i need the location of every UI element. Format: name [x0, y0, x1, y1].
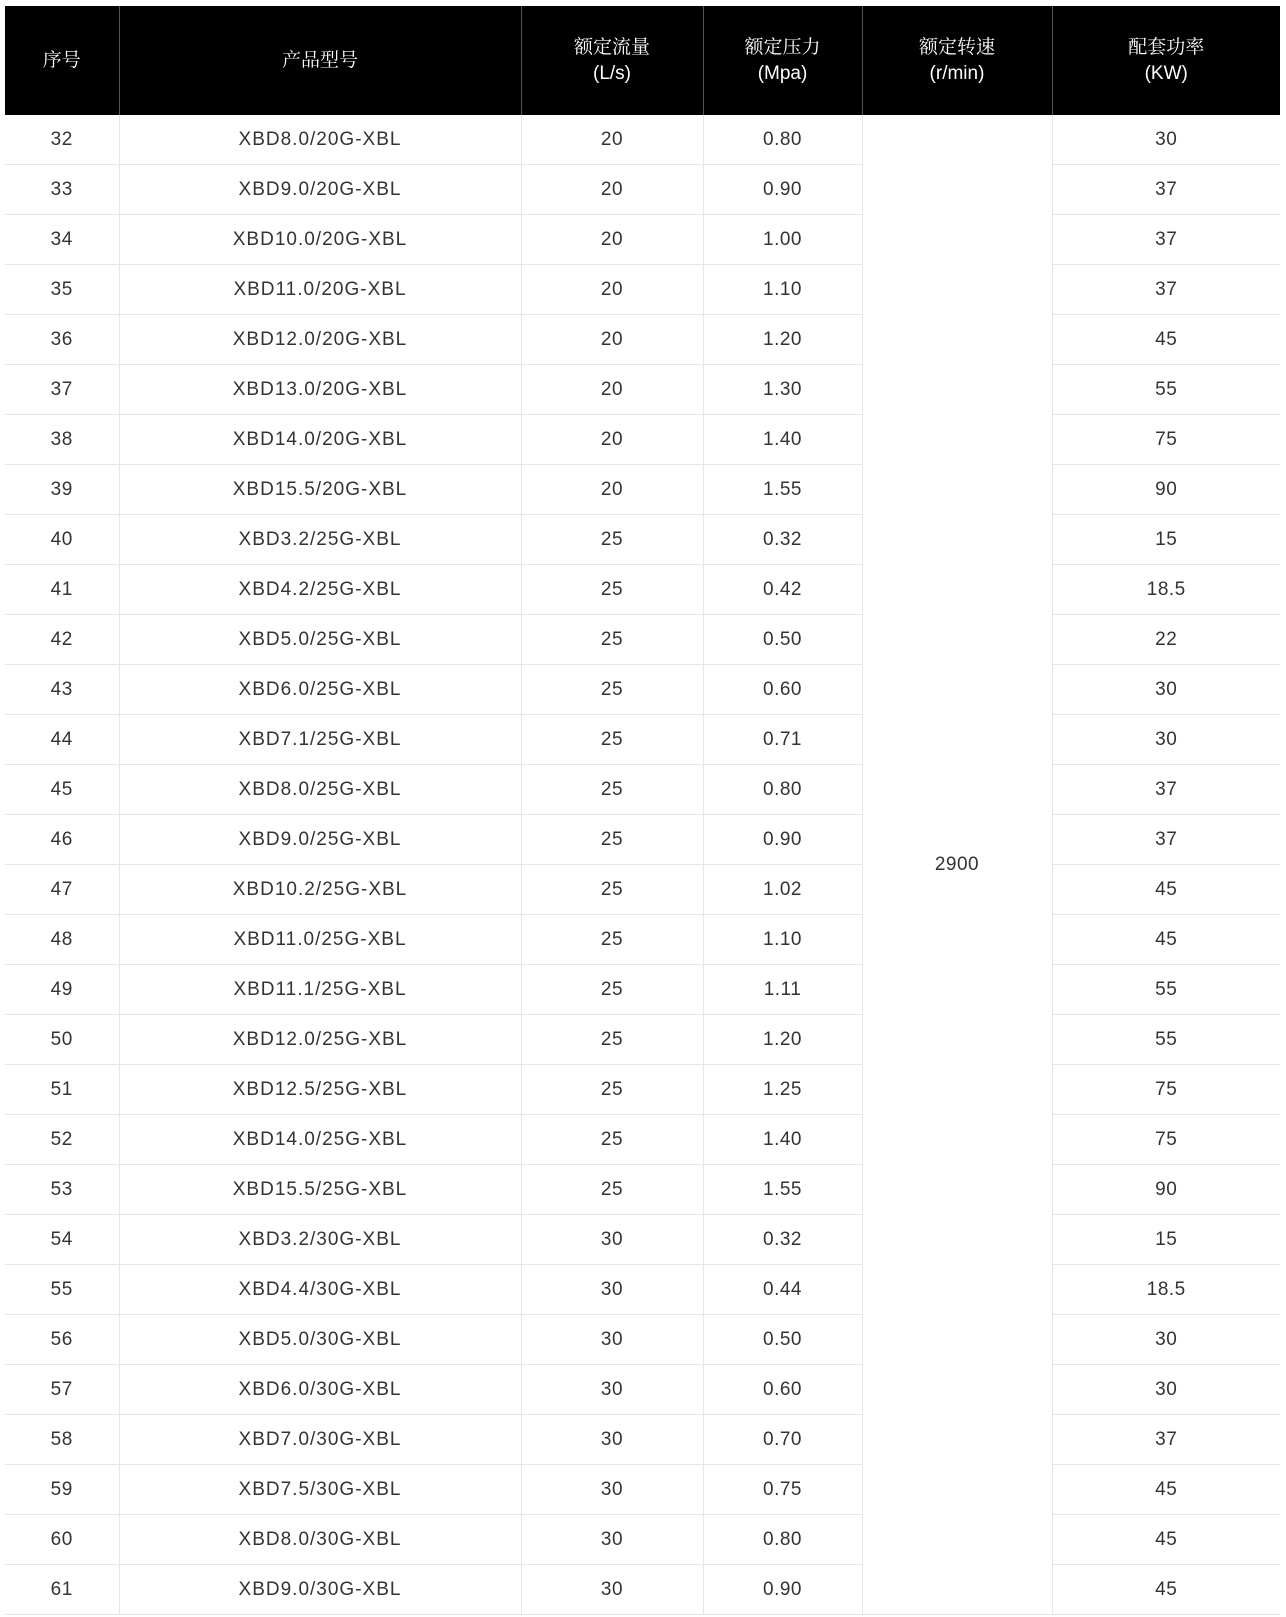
cell-model: XBD12.5/25G-XBL [119, 1065, 521, 1115]
cell-model: XBD9.0/25G-XBL [119, 815, 521, 865]
cell-model: XBD14.0/25G-XBL [119, 1115, 521, 1165]
cell-pressure: 1.11 [703, 965, 862, 1015]
cell-flow: 20 [521, 115, 703, 165]
cell-flow: 25 [521, 515, 703, 565]
cell-no: 61 [5, 1565, 119, 1615]
cell-power: 37 [1052, 215, 1280, 265]
cell-flow: 25 [521, 615, 703, 665]
header-pressure [703, 6, 862, 115]
cell-no: 53 [5, 1165, 119, 1215]
cell-model: XBD10.2/25G-XBL [119, 865, 521, 915]
cell-power: 45 [1052, 865, 1280, 915]
cell-pressure: 0.60 [703, 1365, 862, 1415]
header-speed [862, 6, 1052, 115]
cell-pressure: 1.55 [703, 1165, 862, 1215]
cell-model: XBD8.0/25G-XBL [119, 765, 521, 815]
cell-model: XBD15.5/25G-XBL [119, 1165, 521, 1215]
cell-no: 34 [5, 215, 119, 265]
cell-power: 45 [1052, 915, 1280, 965]
cell-flow: 30 [521, 1415, 703, 1465]
table-body [5, 115, 1280, 1615]
header-model: 产品型号 [119, 6, 521, 115]
table-row [5, 665, 1280, 715]
header-row [5, 6, 1280, 115]
table-row [5, 1415, 1280, 1465]
cell-pressure: 1.25 [703, 1065, 862, 1115]
cell-pressure: 1.40 [703, 415, 862, 465]
cell-model: XBD15.5/20G-XBL [119, 465, 521, 515]
cell-pressure: 1.30 [703, 365, 862, 415]
table-row [5, 515, 1280, 565]
header-power-label: 配套功率 [1128, 36, 1205, 58]
cell-pressure: 0.90 [703, 815, 862, 865]
cell-flow: 20 [521, 365, 703, 415]
cell-no: 55 [5, 1265, 119, 1315]
table-row [5, 115, 1280, 165]
cell-no: 36 [5, 315, 119, 365]
cell-flow: 20 [521, 415, 703, 465]
table-header [5, 6, 1280, 115]
cell-flow: 20 [521, 265, 703, 315]
cell-flow: 30 [521, 1515, 703, 1565]
table-row [5, 1515, 1280, 1565]
cell-flow: 20 [521, 165, 703, 215]
cell-model: XBD11.0/25G-XBL [119, 915, 521, 965]
cell-no: 47 [5, 865, 119, 915]
cell-no: 59 [5, 1465, 119, 1515]
cell-power: 30 [1052, 1365, 1280, 1415]
header-flow-label: 额定流量 [573, 36, 650, 58]
header-pressure-unit: (Mpa) [757, 62, 808, 84]
header-power [1052, 6, 1280, 115]
table-row [5, 315, 1280, 365]
cell-pressure: 0.60 [703, 665, 862, 715]
cell-no: 56 [5, 1315, 119, 1365]
cell-flow: 30 [521, 1365, 703, 1415]
cell-power: 18.5 [1052, 1265, 1280, 1315]
cell-flow: 25 [521, 665, 703, 715]
cell-pressure: 1.00 [703, 215, 862, 265]
table-row [5, 615, 1280, 665]
cell-model: XBD6.0/25G-XBL [119, 665, 521, 715]
cell-pressure: 0.44 [703, 1265, 862, 1315]
table-row [5, 265, 1280, 315]
cell-pressure: 1.10 [703, 915, 862, 965]
table-row [5, 1015, 1280, 1065]
header-no: 序号 [5, 6, 119, 115]
cell-flow: 25 [521, 815, 703, 865]
cell-pressure: 1.20 [703, 1015, 862, 1065]
cell-pressure: 1.02 [703, 865, 862, 915]
cell-model: XBD8.0/30G-XBL [119, 1515, 521, 1565]
cell-power: 75 [1052, 415, 1280, 465]
header-flow-unit: (L/s) [593, 62, 631, 84]
cell-model: XBD12.0/20G-XBL [119, 315, 521, 365]
cell-power: 37 [1052, 815, 1280, 865]
cell-no: 58 [5, 1415, 119, 1465]
cell-power: 30 [1052, 715, 1280, 765]
table-row [5, 1165, 1280, 1215]
cell-flow: 30 [521, 1265, 703, 1315]
cell-no: 32 [5, 115, 119, 165]
table-row [5, 1215, 1280, 1265]
cell-model: XBD4.4/30G-XBL [119, 1265, 521, 1315]
cell-power: 15 [1052, 515, 1280, 565]
cell-flow: 20 [521, 465, 703, 515]
cell-pressure: 0.42 [703, 565, 862, 615]
cell-pressure: 0.80 [703, 1515, 862, 1565]
cell-flow: 25 [521, 1065, 703, 1115]
cell-flow: 30 [521, 1315, 703, 1365]
cell-pressure: 0.71 [703, 715, 862, 765]
cell-model: XBD5.0/30G-XBL [119, 1315, 521, 1365]
cell-model: XBD3.2/25G-XBL [119, 515, 521, 565]
table-row [5, 1265, 1280, 1315]
cell-flow: 25 [521, 915, 703, 965]
table-row [5, 1315, 1280, 1365]
cell-model: XBD6.0/30G-XBL [119, 1365, 521, 1415]
cell-no: 52 [5, 1115, 119, 1165]
table-row [5, 215, 1280, 265]
header-speed-unit: (r/min) [929, 62, 985, 84]
table-row [5, 1115, 1280, 1165]
cell-no: 57 [5, 1365, 119, 1415]
cell-power: 37 [1052, 265, 1280, 315]
cell-no: 42 [5, 615, 119, 665]
cell-model: XBD12.0/25G-XBL [119, 1015, 521, 1065]
cell-power: 75 [1052, 1065, 1280, 1115]
cell-power: 45 [1052, 1465, 1280, 1515]
table-row [5, 865, 1280, 915]
cell-speed: 2900 [862, 115, 1052, 1615]
cell-pressure: 0.80 [703, 765, 862, 815]
cell-flow: 20 [521, 315, 703, 365]
cell-power: 37 [1052, 165, 1280, 215]
table-row [5, 1365, 1280, 1415]
cell-model: XBD9.0/30G-XBL [119, 1565, 521, 1615]
table-row [5, 415, 1280, 465]
table-row [5, 1565, 1280, 1615]
cell-flow: 25 [521, 1015, 703, 1065]
cell-power: 15 [1052, 1215, 1280, 1265]
cell-no: 44 [5, 715, 119, 765]
cell-pressure: 0.90 [703, 165, 862, 215]
cell-pressure: 1.10 [703, 265, 862, 315]
cell-model: XBD4.2/25G-XBL [119, 565, 521, 615]
cell-pressure: 1.55 [703, 465, 862, 515]
cell-no: 54 [5, 1215, 119, 1265]
cell-no: 37 [5, 365, 119, 415]
cell-power: 37 [1052, 1415, 1280, 1465]
cell-no: 41 [5, 565, 119, 615]
cell-power: 30 [1052, 115, 1280, 165]
table-row [5, 465, 1280, 515]
cell-power: 30 [1052, 665, 1280, 715]
cell-power: 18.5 [1052, 565, 1280, 615]
cell-no: 39 [5, 465, 119, 515]
cell-model: XBD14.0/20G-XBL [119, 415, 521, 465]
cell-power: 22 [1052, 615, 1280, 665]
table-row [5, 1065, 1280, 1115]
cell-no: 45 [5, 765, 119, 815]
table-row [5, 715, 1280, 765]
cell-flow: 25 [521, 565, 703, 615]
header-flow [521, 6, 703, 115]
cell-power: 45 [1052, 1565, 1280, 1615]
cell-power: 45 [1052, 1515, 1280, 1565]
header-speed-label: 额定转速 [918, 36, 995, 58]
cell-power: 55 [1052, 965, 1280, 1015]
cell-pressure: 1.40 [703, 1115, 862, 1165]
cell-flow: 30 [521, 1215, 703, 1265]
cell-pressure: 0.75 [703, 1465, 862, 1515]
cell-flow: 25 [521, 1115, 703, 1165]
cell-no: 48 [5, 915, 119, 965]
cell-no: 60 [5, 1515, 119, 1565]
cell-model: XBD9.0/20G-XBL [119, 165, 521, 215]
cell-flow: 25 [521, 1165, 703, 1215]
cell-no: 33 [5, 165, 119, 215]
cell-power: 75 [1052, 1115, 1280, 1165]
cell-model: XBD7.0/30G-XBL [119, 1415, 521, 1465]
table-row [5, 165, 1280, 215]
table-row [5, 365, 1280, 415]
cell-power: 90 [1052, 465, 1280, 515]
table-row [5, 915, 1280, 965]
cell-model: XBD7.1/25G-XBL [119, 715, 521, 765]
cell-flow: 25 [521, 865, 703, 915]
header-power-unit: (KW) [1144, 62, 1188, 84]
cell-flow: 30 [521, 1565, 703, 1615]
cell-power: 55 [1052, 365, 1280, 415]
header-pressure-label: 额定压力 [744, 36, 821, 58]
cell-model: XBD8.0/20G-XBL [119, 115, 521, 165]
cell-power: 30 [1052, 1315, 1280, 1365]
cell-pressure: 0.32 [703, 515, 862, 565]
cell-no: 35 [5, 265, 119, 315]
cell-model: XBD10.0/20G-XBL [119, 215, 521, 265]
cell-power: 37 [1052, 765, 1280, 815]
cell-pressure: 0.32 [703, 1215, 862, 1265]
spec-table [5, 6, 1280, 1615]
cell-flow: 25 [521, 765, 703, 815]
table-row [5, 765, 1280, 815]
cell-model: XBD7.5/30G-XBL [119, 1465, 521, 1515]
cell-flow: 30 [521, 1465, 703, 1515]
cell-no: 40 [5, 515, 119, 565]
cell-model: XBD11.1/25G-XBL [119, 965, 521, 1015]
cell-no: 46 [5, 815, 119, 865]
cell-no: 43 [5, 665, 119, 715]
cell-pressure: 1.20 [703, 315, 862, 365]
cell-no: 38 [5, 415, 119, 465]
table-row [5, 815, 1280, 865]
cell-model: XBD5.0/25G-XBL [119, 615, 521, 665]
cell-model: XBD11.0/20G-XBL [119, 265, 521, 315]
cell-power: 90 [1052, 1165, 1280, 1215]
cell-pressure: 0.50 [703, 615, 862, 665]
cell-power: 55 [1052, 1015, 1280, 1065]
cell-pressure: 0.90 [703, 1565, 862, 1615]
table-row [5, 965, 1280, 1015]
cell-no: 49 [5, 965, 119, 1015]
cell-model: XBD13.0/20G-XBL [119, 365, 521, 415]
cell-power: 45 [1052, 315, 1280, 365]
cell-model: XBD3.2/30G-XBL [119, 1215, 521, 1265]
table-row [5, 565, 1280, 615]
cell-no: 50 [5, 1015, 119, 1065]
table-row [5, 1465, 1280, 1515]
cell-flow: 25 [521, 715, 703, 765]
cell-no: 51 [5, 1065, 119, 1115]
cell-flow: 20 [521, 215, 703, 265]
cell-pressure: 0.80 [703, 115, 862, 165]
cell-pressure: 0.50 [703, 1315, 862, 1365]
cell-flow: 25 [521, 965, 703, 1015]
cell-pressure: 0.70 [703, 1415, 862, 1465]
